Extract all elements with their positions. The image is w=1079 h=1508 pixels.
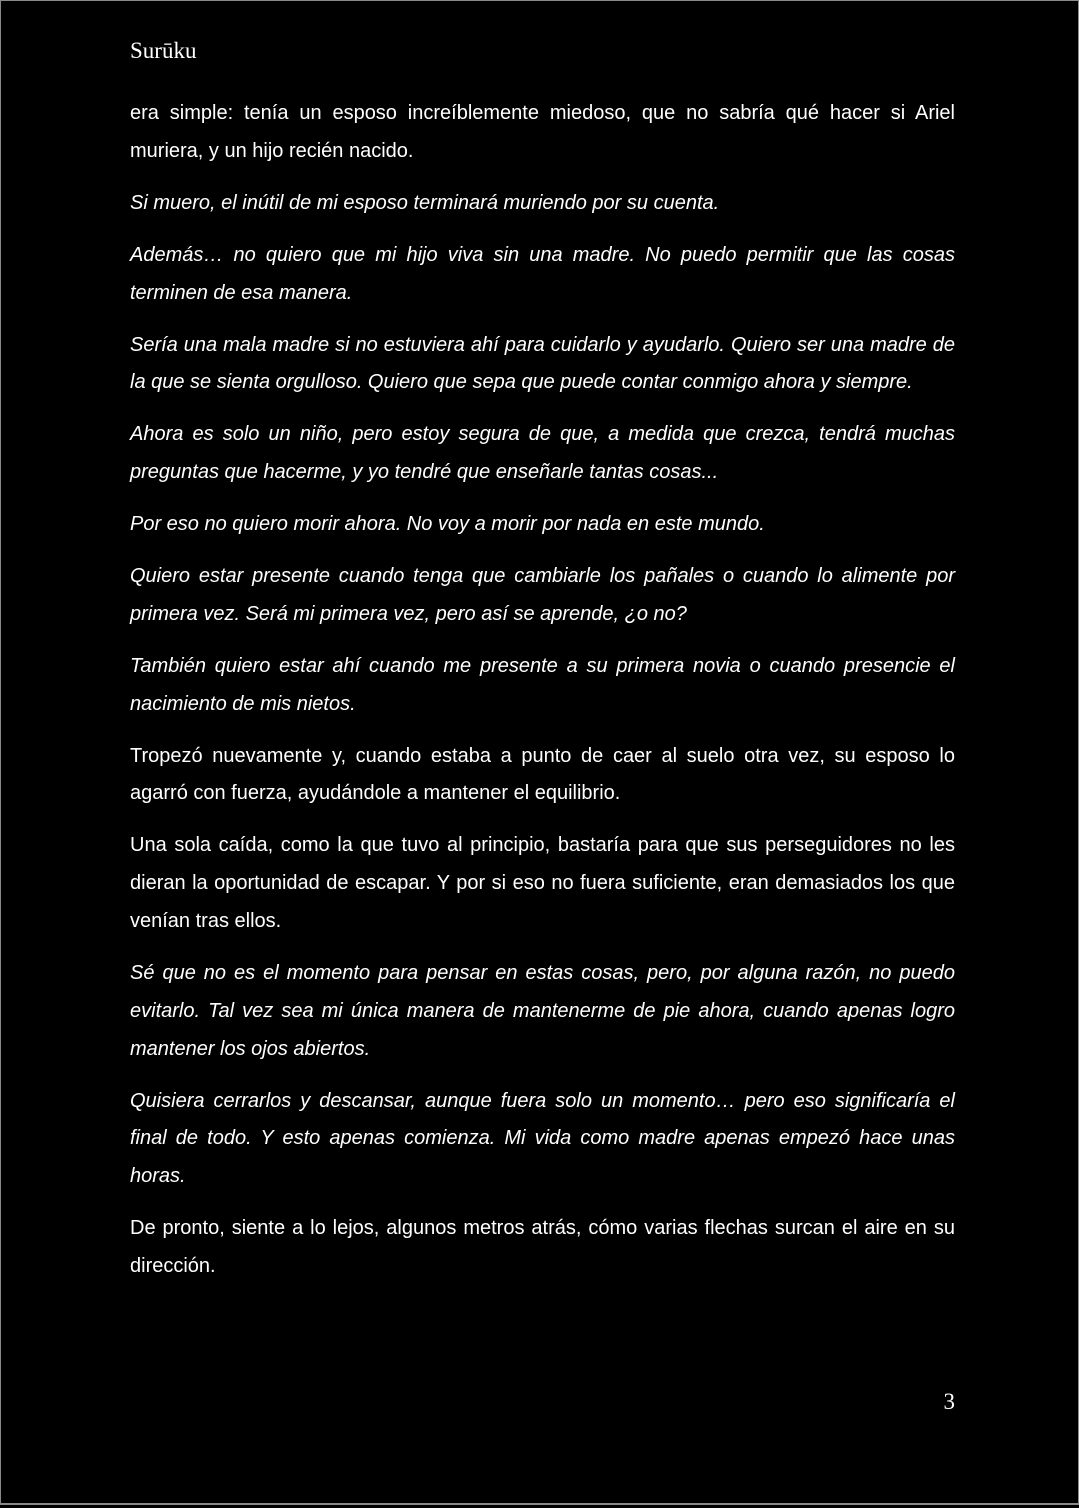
paragraph: Por eso no quiero morir ahora. No voy a morir por nada en este mundo. [130,513,765,536]
body-text [130,95,955,1300]
paragraph: era simple: tenía un esposo increíblemente miedoso, que no sabría qué hacer si Ariel muriera, y un hijo recién nacido. [130,102,955,162]
paragraph: Quisiera cerrarlos y descansar, aunque fuera solo un momento… pero eso significaría el final de todo. Y esto apenas comienza. Mi vida como madre apenas empezó hace unas horas. [130,1089,955,1188]
paragraph: Ahora es solo un niño, pero estoy segura de que, a medida que crezca, tendrá muchas preguntas que hacerme, y yo tendré que enseñarle tantas cosas... [130,423,955,484]
page-number: 3 [943,1389,955,1414]
paragraph: De pronto, siente a lo lejos, algunos metros atrás, cómo varias flechas surcan el aire en su dirección. [130,1217,955,1277]
paragraph: Sé que no es el momento para pensar en estas cosas, pero, por alguna razón, no puedo evitarlo. Tal vez sea mi única manera de mantenerme de pie ahora, cuando apenas logro mantener los ojos abiertos. [130,962,955,1060]
paragraph: Además… no quiero que mi hijo viva sin una madre. No puedo permitir que las cosas terminen de esa manera. [130,243,955,304]
paragraph: Si muero, el inútil de mi esposo terminará muriendo por su cuenta. [130,191,720,214]
paragraph: Una sola caída, como la que tuvo al principio, bastaría para que sus perseguidores no les dieran la oportunidad de escapar. Y por si eso no fuera suficiente, eran demasiados los que venían tras ellos. [130,834,955,933]
paragraph: Quiero estar presente cuando tenga que cambiarle los pañales o cuando lo alimente por primera vez. Será mi primera vez, pero así se aprende, ¿o no? [130,565,955,625]
paragraph: Tropezó nuevamente y, cuando estaba a punto de caer al suelo otra vez, su esposo lo agarró con fuerza, ayudándole a mantener el equilibrio. [130,744,955,805]
running-header: Surūku [130,38,197,63]
paragraph: También quiero estar ahí cuando me presente a su primera novia o cuando presencie el nacimiento de mis nietos. [130,654,955,715]
paragraph: Sería una mala madre si no estuviera ahí para cuidarlo y ayudarlo. Quiero ser una madre de la que se sienta orgulloso. Quiero que sepa que puede contar conmigo ahora y siempre. [130,333,955,394]
